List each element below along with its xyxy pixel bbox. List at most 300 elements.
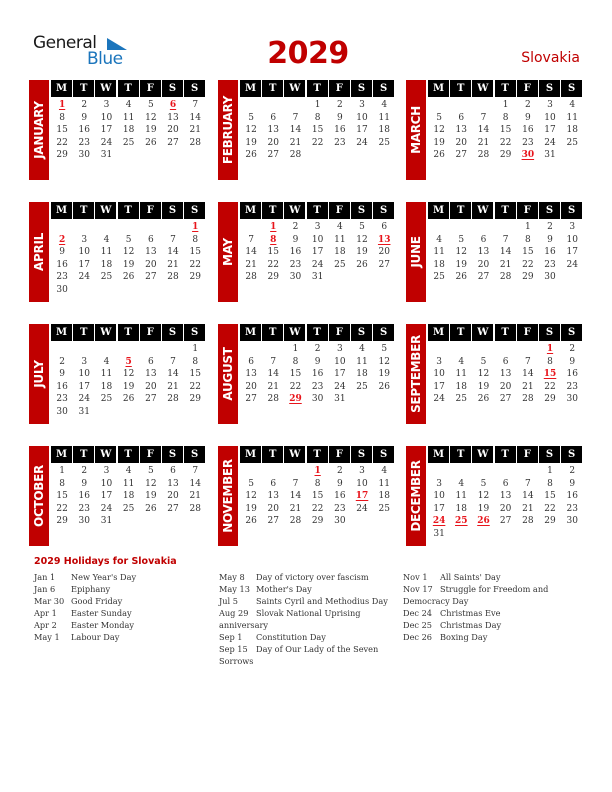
weekday-label: T [307, 446, 328, 463]
day: 11 [433, 247, 445, 257]
weekday-label: S [539, 202, 560, 219]
holiday-item [34, 583, 214, 595]
day: 22 [544, 503, 556, 514]
weekday-label: M [240, 446, 261, 463]
day: 22 [289, 381, 302, 392]
holiday-date: Jan 1 [34, 572, 56, 582]
day: 16 [334, 491, 346, 501]
day: 11 [334, 234, 346, 245]
holiday-day: 1 [58, 100, 66, 110]
day: 11 [100, 369, 113, 379]
weekday-label: M [428, 324, 449, 341]
weekday-label: M [51, 446, 72, 463]
day: 25 [100, 272, 113, 282]
day: 15 [311, 125, 324, 135]
day: 15 [289, 369, 302, 379]
day: 31 [311, 272, 324, 282]
day: 16 [311, 369, 324, 379]
day: 4 [569, 100, 576, 110]
empty-cell [140, 221, 162, 234]
day: 13 [267, 125, 279, 135]
empty-cell [450, 99, 472, 112]
weekday-label: W [95, 80, 116, 97]
day: 18 [122, 491, 135, 501]
empty-cell [73, 221, 95, 234]
holiday-name: Epiphany [71, 584, 111, 594]
empty-cell [495, 343, 517, 356]
holiday-day: 1 [546, 344, 554, 354]
day: 17 [334, 369, 346, 379]
weekday-label: T [262, 324, 283, 341]
day: 20 [499, 381, 512, 392]
empty-cell [517, 465, 539, 478]
empty-cell [284, 99, 306, 112]
day: 5 [125, 234, 132, 245]
weekday-label: T [307, 80, 328, 97]
holiday-day: 24 [432, 516, 446, 526]
weekday-label: S [373, 80, 394, 97]
month-name: JUNE [409, 236, 423, 268]
weekday-label: W [95, 324, 116, 341]
holiday-date: Dec 24 [403, 608, 433, 618]
day: 24 [356, 503, 368, 514]
day: 13 [167, 112, 179, 123]
day: 18 [378, 125, 390, 135]
empty-cell [95, 221, 117, 234]
day: 29 [56, 150, 68, 160]
month-band [218, 80, 238, 180]
weekday-header [51, 80, 206, 97]
day: 8 [547, 478, 553, 489]
day: 23 [566, 381, 578, 392]
day: 24 [433, 394, 445, 404]
day: 20 [167, 125, 179, 135]
day: 9 [59, 369, 65, 379]
day: 5 [147, 466, 154, 476]
day: 13 [245, 369, 257, 379]
day: 11 [378, 478, 390, 489]
day: 13 [145, 247, 157, 257]
month-name: MARCH [409, 106, 423, 154]
day: 13 [477, 247, 490, 257]
holiday-day: 1 [192, 222, 199, 232]
day: 18 [100, 381, 113, 392]
day: 15 [189, 369, 201, 379]
day: 26 [455, 272, 467, 282]
day: 14 [289, 491, 302, 501]
day: 2 [336, 100, 343, 110]
weekday-label: M [240, 324, 261, 341]
day: 3 [81, 234, 88, 245]
day: 19 [145, 491, 157, 501]
day: 22 [499, 137, 512, 148]
day: 25 [455, 394, 467, 404]
holiday-date: Apr 2 [34, 620, 57, 630]
weekday-label: S [184, 324, 205, 341]
holiday-day: 1 [270, 222, 277, 232]
day: 23 [566, 503, 578, 514]
day-grid [51, 221, 206, 296]
weekday-label: W [284, 324, 305, 341]
day: 31 [100, 516, 113, 526]
day: 4 [359, 344, 365, 354]
weekday-label: F [517, 80, 538, 97]
day: 19 [122, 381, 135, 392]
day: 25 [566, 137, 578, 148]
month-december [406, 446, 586, 552]
weekday-label: S [184, 202, 205, 219]
day: 3 [436, 356, 442, 367]
day: 28 [245, 272, 257, 282]
day: 4 [103, 356, 110, 367]
day: 3 [359, 100, 365, 110]
day: 6 [248, 356, 254, 367]
day: 25 [122, 137, 135, 148]
day: 3 [314, 222, 321, 232]
day: 29 [267, 272, 279, 282]
weekday-label: T [495, 324, 516, 341]
day: 14 [289, 125, 302, 135]
weekday-label: S [184, 446, 205, 463]
holiday-item [34, 631, 214, 643]
month-band [406, 446, 426, 546]
day: 19 [145, 125, 157, 135]
weekday-header [428, 80, 583, 97]
holiday-item [219, 607, 399, 631]
holiday-item [34, 595, 214, 607]
day: 7 [524, 356, 531, 367]
day: 18 [122, 125, 135, 135]
day: 8 [292, 356, 299, 367]
day: 1 [524, 222, 531, 232]
weekday-label: F [329, 324, 350, 341]
day: 23 [78, 137, 90, 148]
page-title-year: 2029 [267, 36, 349, 71]
logo-text-general: General [33, 33, 97, 53]
day: 4 [336, 222, 343, 232]
month-february [218, 80, 398, 186]
day: 9 [569, 356, 576, 367]
day: 3 [359, 466, 365, 476]
day: 21 [477, 137, 490, 148]
day: 22 [522, 259, 534, 270]
day: 11 [356, 356, 368, 367]
day: 2 [292, 222, 299, 232]
day: 22 [267, 259, 279, 270]
holidays-column [403, 571, 583, 643]
weekday-label: T [118, 202, 139, 219]
holiday-date: Mar 30 [34, 596, 65, 606]
day: 11 [122, 478, 135, 489]
holiday-name: Day of victory over fascism [256, 572, 369, 582]
day: 8 [192, 234, 199, 245]
day: 10 [433, 369, 445, 379]
holiday-item [219, 631, 399, 643]
holiday-name: Boxing Day [440, 632, 488, 642]
day: 19 [245, 137, 257, 148]
day: 10 [100, 478, 113, 489]
month-name: SEPTEMBER [409, 335, 423, 413]
day: 18 [356, 369, 368, 379]
day: 18 [566, 125, 578, 135]
month-april [29, 202, 209, 308]
day: 21 [499, 259, 512, 270]
empty-cell [262, 465, 284, 478]
weekday-header [240, 446, 395, 463]
day: 23 [522, 137, 534, 148]
empty-cell [472, 221, 494, 234]
holiday-item [34, 607, 214, 619]
day: 12 [477, 369, 490, 379]
day: 18 [455, 381, 467, 392]
day: 26 [378, 381, 390, 392]
holiday-name: All Saints' Day [440, 572, 501, 582]
month-name: OCTOBER [32, 465, 46, 527]
empty-cell [472, 465, 494, 478]
weekday-label: S [539, 446, 560, 463]
weekday-label: S [162, 324, 183, 341]
day: 2 [59, 356, 65, 367]
day: 27 [267, 516, 279, 526]
day: 11 [378, 112, 390, 123]
day: 12 [455, 247, 467, 257]
day-grid [51, 465, 206, 528]
weekday-label: S [561, 446, 582, 463]
empty-cell [73, 343, 95, 356]
weekday-label: T [307, 202, 328, 219]
day: 8 [502, 112, 509, 123]
holiday-day: 15 [543, 369, 557, 379]
day: 17 [433, 503, 445, 514]
day: 5 [359, 222, 365, 232]
day: 26 [356, 259, 368, 270]
month-july [29, 324, 209, 430]
day: 6 [502, 356, 509, 367]
day: 22 [189, 381, 201, 392]
day: 11 [100, 247, 113, 257]
weekday-header [51, 324, 206, 341]
day: 21 [245, 259, 257, 270]
day: 25 [433, 272, 445, 282]
day: 14 [477, 125, 490, 135]
weekday-label: F [140, 80, 161, 97]
day: 17 [566, 247, 578, 257]
empty-cell [162, 343, 184, 356]
day: 5 [381, 344, 388, 354]
holiday-date: Dec 26 [403, 632, 433, 642]
day: 8 [59, 478, 65, 489]
day: 13 [145, 369, 157, 379]
day: 24 [78, 272, 90, 282]
day: 2 [569, 466, 576, 476]
weekday-label: S [539, 324, 560, 341]
day: 7 [480, 112, 487, 123]
day: 23 [289, 259, 302, 270]
day: 21 [189, 125, 201, 135]
day: 31 [334, 394, 346, 404]
day: 16 [56, 381, 68, 392]
day: 28 [189, 137, 201, 148]
holiday-item [403, 607, 583, 619]
day: 24 [566, 259, 578, 270]
weekday-label: M [428, 202, 449, 219]
weekday-label: S [162, 446, 183, 463]
weekday-label: M [240, 80, 261, 97]
weekday-label: F [329, 80, 350, 97]
holiday-item [219, 643, 399, 667]
holidays-title: 2029 Holidays for Slovakia [34, 556, 177, 567]
day: 19 [477, 381, 490, 392]
weekday-label: T [495, 446, 516, 463]
holidays-column [34, 571, 214, 643]
day: 16 [566, 491, 578, 501]
day: 7 [248, 234, 254, 245]
day: 10 [356, 478, 368, 489]
day: 30 [334, 516, 346, 526]
weekday-label: W [95, 202, 116, 219]
day: 9 [524, 112, 531, 123]
empty-cell [240, 465, 262, 478]
day: 4 [436, 234, 442, 245]
day: 13 [167, 478, 179, 489]
weekday-header [240, 324, 395, 341]
holiday-name: New Year's Day [71, 572, 137, 582]
day: 12 [145, 478, 157, 489]
day: 1 [547, 466, 553, 476]
day: 8 [524, 234, 531, 245]
empty-cell [428, 221, 450, 234]
day: 23 [311, 381, 324, 392]
day: 15 [267, 247, 279, 257]
weekday-label: F [517, 324, 538, 341]
day: 9 [569, 478, 576, 489]
holiday-name: Easter Monday [71, 620, 135, 630]
empty-cell [51, 343, 73, 356]
day: 9 [81, 112, 88, 123]
holiday-name: Christmas Eve [440, 608, 501, 618]
day: 6 [502, 478, 509, 489]
month-name: FEBRUARY [221, 95, 235, 165]
day: 28 [499, 272, 512, 282]
country-label: Slovakia [521, 50, 580, 66]
holiday-day: 17 [355, 491, 369, 501]
day: 20 [477, 259, 490, 270]
day: 27 [145, 272, 157, 282]
day: 20 [145, 381, 157, 392]
day: 15 [56, 491, 68, 501]
holiday-date: Apr 1 [34, 608, 57, 618]
day-grid [51, 99, 206, 162]
holiday-day: 25 [455, 516, 468, 526]
day: 22 [56, 137, 68, 148]
weekday-header [428, 324, 583, 341]
weekday-label: S [373, 324, 394, 341]
month-name: AUGUST [221, 347, 235, 401]
day: 9 [314, 356, 321, 367]
day: 26 [245, 150, 257, 160]
day: 27 [167, 137, 179, 148]
day: 21 [267, 381, 279, 392]
day: 29 [56, 516, 68, 526]
month-name: DECEMBER [409, 460, 423, 532]
holiday-date: Sep 1 [219, 632, 243, 642]
month-october [29, 446, 209, 552]
day: 17 [100, 491, 113, 501]
day: 3 [336, 344, 343, 354]
day: 27 [145, 394, 157, 404]
holiday-item [219, 595, 399, 607]
day: 24 [334, 381, 346, 392]
day: 17 [356, 125, 368, 135]
month-band [218, 202, 238, 302]
day: 18 [378, 491, 390, 501]
day: 28 [167, 272, 179, 282]
empty-cell [240, 99, 262, 112]
holiday-day: 26 [477, 516, 490, 526]
weekday-label: T [450, 80, 471, 97]
day: 30 [78, 150, 90, 160]
day: 15 [311, 491, 324, 501]
month-august [218, 324, 398, 430]
day: 16 [78, 491, 90, 501]
day: 12 [433, 125, 445, 135]
day: 1 [192, 344, 199, 354]
day: 14 [522, 491, 534, 501]
day: 2 [547, 222, 553, 232]
day: 1 [292, 344, 299, 354]
day: 20 [167, 491, 179, 501]
day: 15 [56, 125, 68, 135]
day: 17 [100, 125, 113, 135]
day: 16 [78, 125, 90, 135]
day: 10 [566, 234, 578, 245]
day: 27 [477, 272, 490, 282]
day: 19 [356, 247, 368, 257]
day: 14 [499, 247, 512, 257]
day: 20 [499, 503, 512, 514]
weekday-label: F [140, 202, 161, 219]
holiday-day: 1 [314, 466, 321, 476]
weekday-label: T [450, 324, 471, 341]
month-january [29, 80, 209, 186]
empty-cell [450, 343, 472, 356]
day: 30 [544, 272, 556, 282]
day: 28 [167, 394, 179, 404]
day: 5 [480, 356, 487, 367]
day: 8 [314, 478, 321, 489]
day: 25 [100, 394, 113, 404]
day: 9 [547, 234, 553, 245]
day: 25 [356, 381, 368, 392]
day: 11 [122, 112, 135, 123]
day: 25 [122, 503, 135, 514]
holiday-date: Nov 17 [403, 584, 433, 594]
day: 7 [270, 356, 277, 367]
holiday-date: May 1 [34, 632, 60, 642]
weekday-label: S [561, 324, 582, 341]
day: 10 [311, 234, 324, 245]
empty-cell [450, 465, 472, 478]
empty-cell [495, 465, 517, 478]
holiday-item [219, 571, 399, 583]
weekday-label: F [140, 324, 161, 341]
day: 22 [311, 137, 324, 148]
day: 4 [125, 100, 132, 110]
weekday-label: S [561, 202, 582, 219]
weekday-label: W [284, 202, 305, 219]
day-grid [428, 221, 583, 284]
day: 28 [522, 516, 534, 526]
